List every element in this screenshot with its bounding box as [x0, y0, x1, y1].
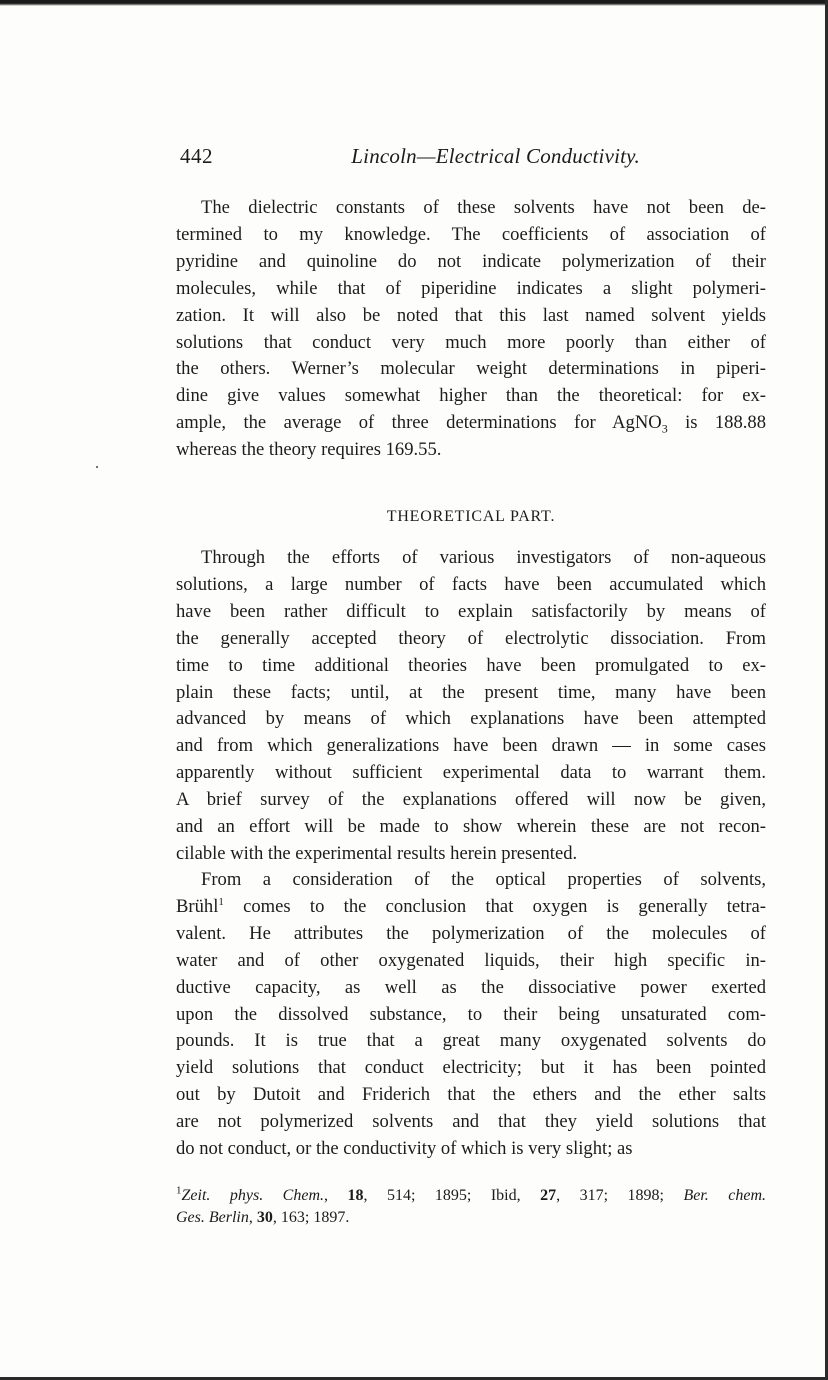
- footnote-volume: 30: [256, 1209, 273, 1226]
- text-line: [176, 895, 766, 921]
- text-line: are not polymerized solvents and that they yield solutions that: [176, 1111, 766, 1133]
- text-line: A brief survey of the explanations offered will now be given,: [176, 789, 766, 811]
- text-line: water and of other oxygenated liquids, their high specific in-: [176, 949, 766, 971]
- text-segment: ample, the average of three determinations for AgNO: [176, 412, 662, 434]
- text-line: plain these facts; until, at the present time, many have been: [176, 681, 766, 703]
- text-line: the generally accepted theory of electrolytic dissociation. From: [176, 627, 766, 649]
- footnote-text: , 514; 1895; Ibid,: [363, 1187, 541, 1204]
- footnote-journal: Ges. Berlin: [176, 1209, 249, 1226]
- running-header: [180, 142, 640, 176]
- footnote-text: ,: [248, 1209, 257, 1226]
- text-line: termined to my knowledge. The coefficients of association of: [176, 223, 766, 245]
- text-line: ductive capacity, as well as the dissociative power exerted: [176, 976, 766, 998]
- text-line: and an effort will be made to show wherein these are not recon-: [176, 816, 766, 837]
- text-line: pyridine and quinoline do not indicate polymerization of their: [176, 250, 766, 272]
- text-line: molecules, while that of piperidine indicates a slight polymeri-: [176, 277, 766, 299]
- text-line: dine give values somewhat higher than the theoretical: for ex-: [176, 385, 766, 407]
- text-line: solutions that conduct very much more poorly than either of: [176, 331, 766, 353]
- text-line: apparently without sufficient experimental data to warrant them.: [176, 762, 766, 784]
- footnote-volume: 27: [540, 1187, 557, 1204]
- text-line: whereas the theory requires 169.55.: [176, 439, 442, 461]
- text-line: The dielectric constants of these solvents have not been de-: [201, 197, 766, 218]
- footnote-journal: Ber. chem.: [683, 1187, 767, 1204]
- text-line: advanced by means of which explanations have been attempted: [176, 708, 766, 730]
- text-line: the others. Werner’s molecular weight determinations in piperi-: [176, 358, 766, 380]
- text-line: yield solutions that conduct electricity; but it has been pointed: [176, 1057, 766, 1079]
- text-line: do not conduct, or the conductivity of which is very slight; as: [176, 1138, 633, 1159]
- text-line: and from which generalizations have been drawn — in some cases: [176, 735, 766, 757]
- text-line: cilable with the experimental results herein presented.: [176, 842, 578, 864]
- text-line: zation. It will also be noted that this last named solvent yields: [176, 304, 766, 326]
- text-line: solutions, a large number of facts have been accumulated which: [176, 573, 766, 595]
- text-segment: is 188.88: [667, 412, 766, 434]
- footnote-line: [176, 1186, 766, 1208]
- section-heading: THEORETICAL PART.: [386, 508, 556, 525]
- footnote-journal: Zeit. phys. Chem.: [181, 1187, 325, 1204]
- footnote-reference: 1: [218, 895, 224, 908]
- subscript: 3: [661, 421, 668, 436]
- footnote-text: , 163; 1897.: [272, 1209, 350, 1226]
- text-line: pounds. It is true that a great many oxygenated solvents do: [176, 1030, 766, 1052]
- text-line: [176, 411, 766, 437]
- text-segment: Brühl: [176, 895, 219, 917]
- footnote-text: ,: [324, 1187, 348, 1204]
- footnote-volume: 18: [347, 1187, 364, 1204]
- scan-top-edge: [0, 0, 828, 6]
- text-line: valent. He attributes the polymerization of the molecules of: [176, 922, 766, 944]
- text-line: out by Dutoit and Friderich that the ethers and the ether salts: [176, 1084, 766, 1106]
- running-title: Lincoln—Electrical Conductivity.: [351, 144, 640, 168]
- text-line: From a consideration of the optical properties of solvents,: [201, 869, 766, 890]
- footnote-line: [176, 1208, 766, 1230]
- text-line: upon the dissolved substance, to their being unsaturated com-: [176, 1003, 766, 1025]
- page-number: 442: [180, 144, 213, 168]
- scan-speck: [96, 466, 98, 468]
- text-line: Through the efforts of various investigators of non-aqueous: [201, 547, 766, 568]
- text-line: time to time additional theories have been promulgated to ex-: [176, 654, 766, 676]
- footnote-text: , 317; 1898;: [556, 1187, 684, 1204]
- footnote-marker: 1: [176, 1184, 182, 1197]
- text-line: have been rather difficult to explain satisfactorily by means of: [176, 600, 766, 622]
- text-segment: comes to the conclusion that oxygen is generally tetra-: [223, 895, 766, 917]
